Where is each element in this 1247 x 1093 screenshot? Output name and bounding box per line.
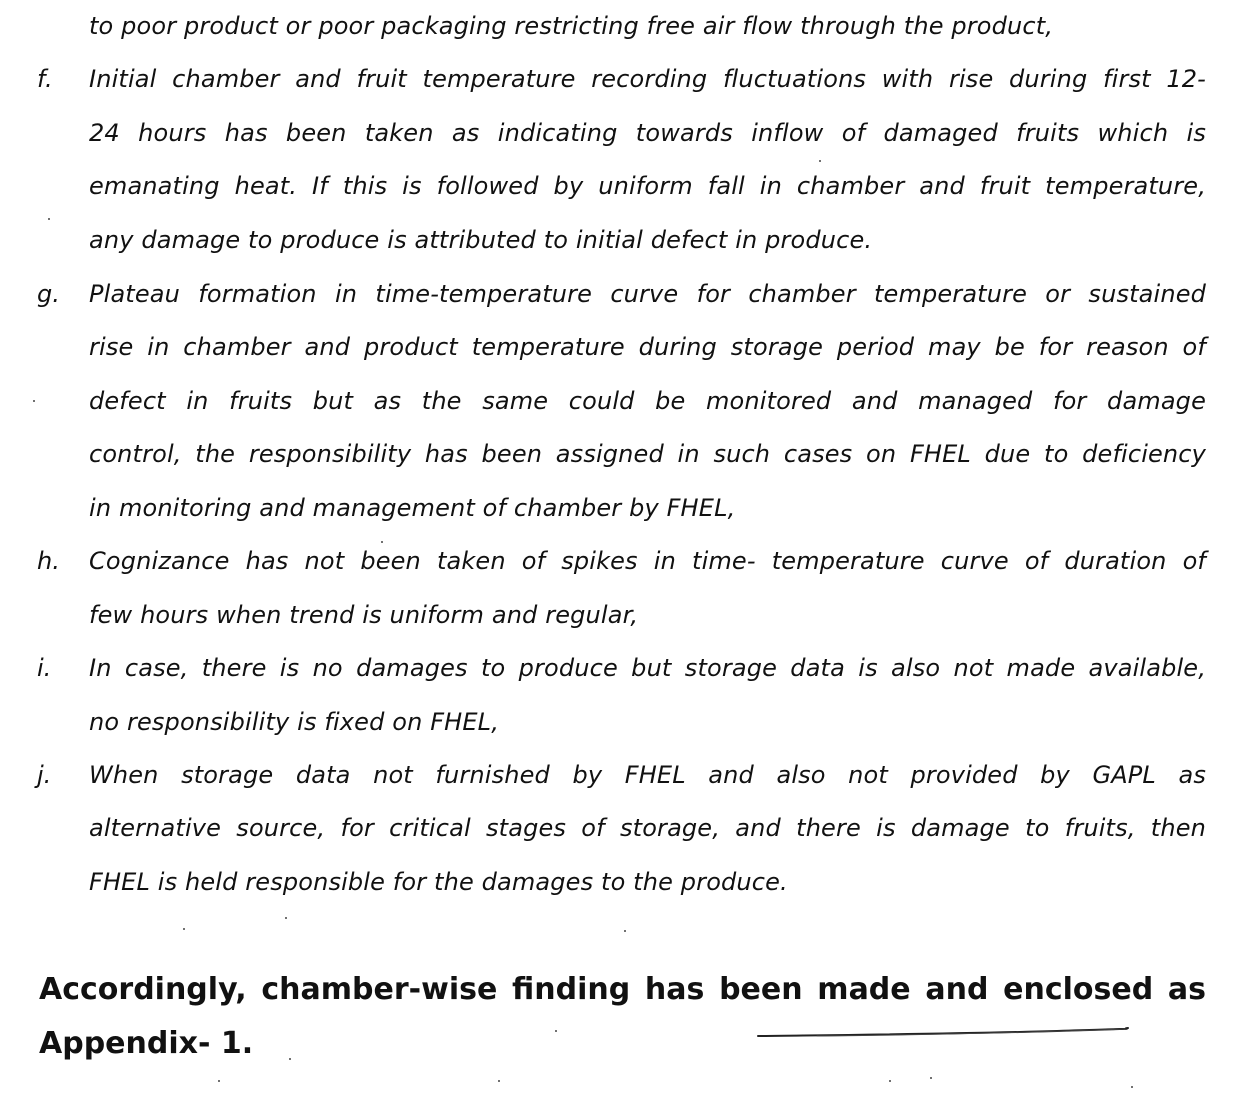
scan-speck xyxy=(555,1030,557,1032)
item-marker-f: f. xyxy=(37,65,53,93)
item-marker-j: j. xyxy=(37,761,52,789)
scan-speck xyxy=(1131,1086,1133,1088)
item-j-line-3: FHEL is held responsible for the damages to the produce. xyxy=(89,868,788,896)
scan-speck xyxy=(819,160,821,162)
item-j-line-2: alternative source, for critical stages of storage, and there is damage to fruits, then xyxy=(89,814,1206,842)
item-f-line-3: emanating heat. If this is followed by uniform fall in chamber and fruit temperature, xyxy=(89,172,1206,200)
conclusion-line-2: Appendix- 1. xyxy=(39,1026,254,1061)
scan-speck xyxy=(218,1080,220,1082)
scan-speck xyxy=(183,928,185,930)
scan-speck xyxy=(381,541,383,543)
scan-speck xyxy=(889,1080,891,1082)
item-f-line-1: Initial chamber and fruit temperature recording fluctuations with rise during first 12- xyxy=(89,65,1206,93)
scan-speck xyxy=(289,1058,291,1060)
item-f-line-4: any damage to produce is attributed to initial defect in produce. xyxy=(89,226,873,254)
item-g-line-4: control, the responsibility has been assigned in such cases on FHEL due to deficiency xyxy=(89,440,1206,468)
item-f-line-2: 24 hours has been taken as indicating towards inflow of damaged fruits which is xyxy=(89,119,1206,147)
item-g-line-2: rise in chamber and product temperature during storage period may be for reason of xyxy=(89,333,1206,361)
scan-speck xyxy=(624,930,626,932)
item-marker-h: h. xyxy=(37,547,60,575)
continuation-line: to poor product or poor packaging restricting free air flow through the product, xyxy=(89,12,1054,40)
handwritten-underline xyxy=(757,1026,1129,1038)
item-i-line-1: In case, there is no damages to produce but storage data is also not made available, xyxy=(89,654,1206,682)
item-g-line-1: Plateau formation in time-temperature curve for chamber temperature or sustained xyxy=(89,280,1206,308)
item-i-line-2: no responsibility is fixed on FHEL, xyxy=(89,708,499,736)
item-marker-g: g. xyxy=(37,280,60,308)
scan-speck xyxy=(48,218,50,220)
scan-speck xyxy=(33,400,35,402)
item-marker-i: i. xyxy=(37,654,52,682)
item-h-line-2: few hours when trend is uniform and regular, xyxy=(89,601,639,629)
item-g-line-3: defect in fruits but as the same could be monitored and managed for damage xyxy=(89,387,1206,415)
scan-speck xyxy=(930,1077,932,1079)
item-h-line-1: Cognizance has not been taken of spikes in time- temperature curve of duration of xyxy=(89,547,1206,575)
conclusion-line-1: Accordingly, chamber-wise finding has been made and enclosed as xyxy=(39,972,1206,1007)
scan-speck xyxy=(498,1080,500,1082)
scan-speck xyxy=(285,917,287,919)
item-j-line-1: When storage data not furnished by FHEL and also not provided by GAPL as xyxy=(89,761,1206,789)
item-g-line-5: in monitoring and management of chamber by FHEL, xyxy=(89,494,736,522)
